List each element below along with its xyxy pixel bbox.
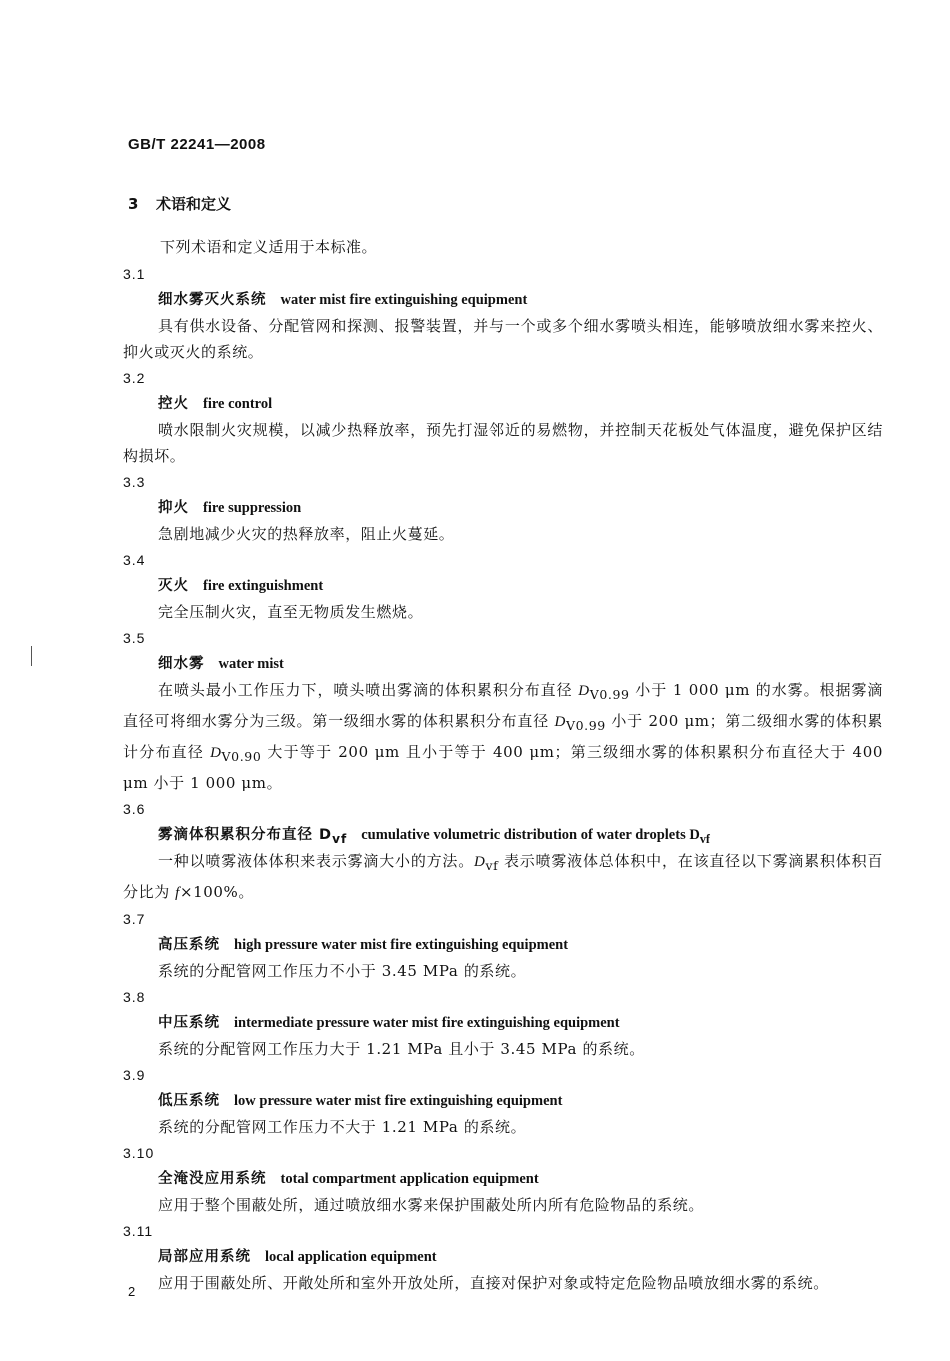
term-entry (123, 469, 883, 547)
term-name-zh: 抑火 (158, 500, 189, 516)
term-definition: 系统的分配管网工作压力大于 1.21 MPa 且小于 3.45 MPa 的系统。 (158, 1040, 645, 1058)
math-symbol: D (474, 854, 486, 870)
term-name (123, 651, 883, 677)
term-name (123, 1166, 883, 1192)
term-definition: 应用于整个围蔽处所，通过喷放细水雾来保护围蔽处所内所有危险物品的系统。 (158, 1196, 705, 1214)
term-number: 3.11 (123, 1223, 154, 1239)
term-name-zh: 控火 (158, 396, 189, 412)
term-entry (123, 625, 883, 796)
term-name (123, 822, 883, 848)
term-entry (123, 906, 883, 984)
term-entry (123, 796, 883, 906)
term-name (123, 932, 883, 958)
term-name-en: total compartment application equipment (280, 1171, 539, 1187)
term-name-en: water mist (218, 656, 284, 672)
math-symbol: f (175, 885, 180, 901)
term-definition (123, 677, 883, 796)
term-entry (123, 547, 883, 625)
term-definition: 急剧地减少火灾的热释放率，阻止火蔓延。 (158, 525, 455, 543)
definition-text: 大于等于 200 μm 且小于等于 400 μm；第三级细水雾的体积累积分布直径大于 400 μm 小于 1 000 μm。 (123, 743, 883, 792)
term-number: 3.8 (123, 989, 146, 1005)
term-name-en: cumulative volumetric distribution of water droplets $D_{vf}$ (361, 827, 710, 846)
term-number: 3.4 (123, 552, 146, 568)
term-definition: 喷水限制火灾规模，以减少热释放率，预先打湿邻近的易燃物，并控制天花板处气体温度，避免保护区结构损坏。 (123, 421, 883, 465)
term-name-en: intermediate pressure water mist fire extinguishing equipment (234, 1015, 620, 1031)
term-entry (123, 261, 883, 365)
term-name (123, 495, 883, 521)
definition-text: 表示喷雾液体总体积中，在该直径以下雾滴累积体积百分比为 (123, 852, 883, 901)
term-entry (123, 1062, 883, 1140)
term-name (123, 287, 883, 313)
term-number: 3.10 (123, 1145, 155, 1161)
section-heading (128, 193, 231, 214)
term-name-zh: 全淹没应用系统 (158, 1171, 267, 1187)
term-name (123, 1244, 883, 1270)
definition-text: 一种以喷雾液体体积来表示雾滴大小的方法。 (158, 852, 475, 870)
definition-text: 在喷头最小工作压力下，喷头喷出雾滴的体积累积分布直径 (158, 681, 579, 699)
term-definition: 系统的分配管网工作压力不小于 3.45 MPa 的系统。 (158, 962, 527, 980)
math-subscript: V0.99 (589, 687, 630, 702)
term-name (123, 1010, 883, 1036)
term-name (123, 391, 883, 417)
term-name-zh: 细水雾 (158, 656, 205, 672)
term-name-zh: 中压系统 (158, 1015, 220, 1031)
term-name-en: fire control (203, 396, 273, 412)
term-name-en-subscript: vf (699, 831, 710, 846)
margin-mark (31, 646, 32, 666)
term-definition (123, 848, 883, 906)
math-subscript: V0.90 (221, 749, 262, 764)
term-definition: 应用于围蔽处所、开敞处所和室外开放处所，直接对保护对象或特定危险物品喷放细水雾的系统。 (158, 1274, 829, 1292)
math-symbol: D (578, 683, 590, 699)
term-name-en: low pressure water mist fire extinguishing equipment (234, 1093, 563, 1109)
term-name-zh: 低压系统 (158, 1093, 220, 1109)
definition-text: 小于 1 000 μm 的水雾。根据雾滴直径可将细水雾分为三级。第一级细水雾的体积累积分布直径 (123, 681, 883, 730)
term-name-en: fire extinguishment (203, 578, 324, 594)
page-number: 2 (128, 1284, 136, 1299)
term-name-zh: 局部应用系统 (158, 1249, 251, 1265)
math-symbol: D (554, 714, 566, 730)
term-entry (123, 1218, 883, 1296)
term-name-en: local application equipment (265, 1249, 437, 1265)
term-number: 3.7 (123, 911, 146, 927)
term-name-zh: 灭火 (158, 578, 189, 594)
term-name-zh-subscript: vf (332, 831, 348, 846)
term-number: 3.6 (123, 801, 146, 817)
term-number: 3.1 (123, 266, 146, 282)
term-entry (123, 1140, 883, 1218)
term-name-zh: 高压系统 (158, 937, 220, 953)
section-title: 术语和定义 (156, 195, 232, 213)
math-subscript: V0.99 (565, 718, 606, 733)
definition-text: 小于 200 μm；第二级细水雾的体积累计分布直径 (123, 712, 883, 761)
term-entry (123, 365, 883, 469)
term-number: 3.5 (123, 630, 146, 646)
term-name-en: fire suppression (203, 500, 302, 516)
term-definition: 具有供水设备、分配管网和探测、报警装置，并与一个或多个细水雾喷头相连，能够喷放细水雾来控火、抑火或灭火的系统。 (123, 317, 883, 361)
term-number: 3.2 (123, 370, 146, 386)
term-number: 3.3 (123, 474, 146, 490)
term-name (123, 1088, 883, 1114)
term-entry (123, 984, 883, 1062)
section-intro: 下列术语和定义适用于本标准。 (160, 238, 378, 256)
term-name-en: water mist fire extinguishing equipment (280, 292, 528, 308)
term-name (123, 573, 883, 599)
term-name-zh: 细水雾灭火系统 (158, 292, 267, 308)
term-name-en: high pressure water mist fire extinguishing equipment (234, 937, 569, 953)
term-list (123, 261, 883, 1296)
term-definition: 完全压制火灾，直至无物质发生燃烧。 (158, 603, 424, 621)
standard-id: GB/T 22241—2008 (128, 136, 266, 153)
section-number: 3 (128, 195, 139, 213)
math-symbol: D (210, 745, 222, 761)
definition-text: ×100%。 (179, 883, 255, 901)
term-number: 3.9 (123, 1067, 146, 1083)
term-name-zh: 雾滴体积累积分布直径 $D_{vf}$ (158, 827, 348, 846)
term-definition: 系统的分配管网工作压力不大于 1.21 MPa 的系统。 (158, 1118, 527, 1136)
math-subscript: vf (485, 858, 499, 873)
